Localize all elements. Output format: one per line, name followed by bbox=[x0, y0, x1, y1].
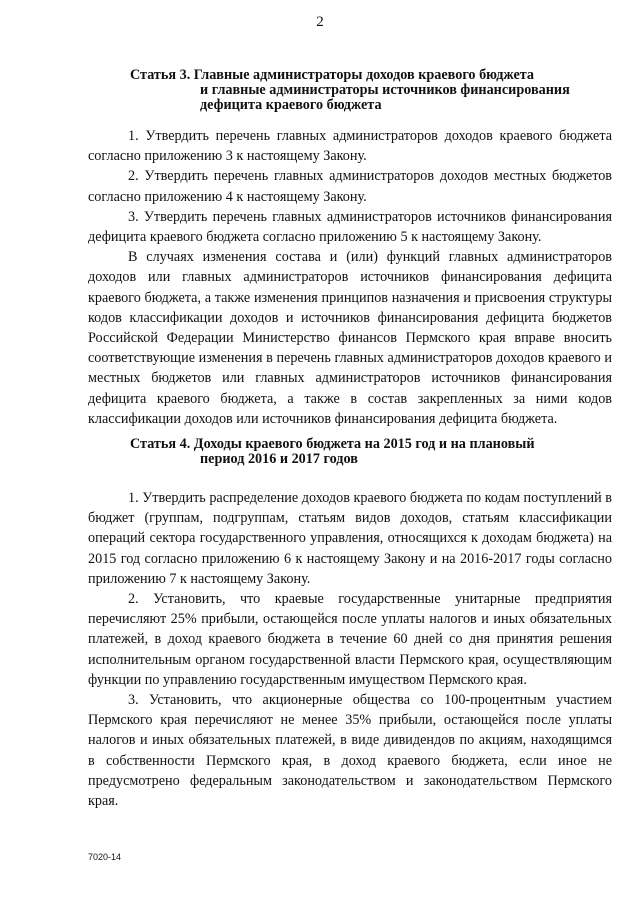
article-3-paragraph-1: 1. Утвердить перечень главных администраторов доходов краевого бюджета согласно приложению 3 к настоящему Закону. bbox=[88, 128, 612, 165]
article-3-title bbox=[130, 68, 570, 113]
article-3-title-line-3: дефицита краевого бюджета bbox=[200, 97, 382, 113]
article-3-title-line-2: и главные администраторы источников финансирования bbox=[200, 82, 570, 98]
article-4-title bbox=[130, 437, 535, 467]
article-4-paragraph-2: 2. Установить, что краевые государственные унитарные предприятия перечисляют 25% прибыли, остающейся после уплаты налогов и иных обязательных платежей, в доход краевого бюджета в течение 60 дней со дня принятия решения исполнительным органом государственной власти Пермского края, осуществляющим функции по управлению государственным имуществом Пермского края. bbox=[88, 591, 612, 688]
article-3-paragraph-3: 3. Утвердить перечень главных администраторов источников финансирования дефицита краевого бюджета согласно приложению 5 к настоящему Закону. bbox=[88, 208, 612, 246]
article-3-paragraph-4: В случаях изменения состава и (или) функций главных администраторов доходов или главных администраторов источников финансирования дефицита краевого бюджета, а также изменения принципов назначения и присвоения структуры кодов классификации доходов и источников финансирования дефицита бюджетов Российской Федерации Министерство финансов Пермского края вправе вносить соответствующие изменения в перечень главных администраторов доходов краевого и местных бюджетов или главных администраторов источников финансирования дефицита краевого бюджета, а также в состав закрепленных за ними кодов классификации доходов или источников финансирования дефицита бюджета. bbox=[88, 249, 612, 427]
article-3-body bbox=[88, 126, 612, 429]
article-4-paragraph-1: 1. Утвердить распределение доходов краевого бюджета по кодам поступлений в бюджет (группам, подгруппам, статьям видов доходов, статьям классификации операций сектора государственного управления, относящихся к доходам бюджета) на 2015 год согласно приложению 6 к настоящему Закону и на 2016-2017 годы согласно приложению 7 к настоящему Закону. bbox=[88, 490, 612, 587]
document-code: 7020-14 bbox=[88, 852, 122, 862]
article-4-title-line-1: Статья 4. Доходы краевого бюджета на 2015 год и на плановый bbox=[130, 436, 535, 452]
article-4-body bbox=[88, 488, 612, 811]
article-4-title-line-2: период 2016 и 2017 годов bbox=[200, 451, 358, 467]
article-3-paragraph-2: 2. Утвердить перечень главных администраторов доходов местных бюджетов согласно приложению 4 к настоящему Закону. bbox=[88, 168, 612, 205]
article-3-title-line-1: Статья 3. Главные администраторы доходов краевого бюджета bbox=[130, 67, 535, 83]
page-number: 2 bbox=[316, 14, 324, 30]
article-4-paragraph-3: 3. Установить, что акционерные общества со 100-процентным участием Пермского края перечисляют не менее 35% прибыли, остающейся после уплаты налогов и иных обязательных платежей, в виде дивидендов по акциям, находящимся в собственности Пермского края, в доход краевого бюджета, если иное не предусмотрено федеральным законодательством и законодательством Пермского края. bbox=[88, 692, 612, 810]
